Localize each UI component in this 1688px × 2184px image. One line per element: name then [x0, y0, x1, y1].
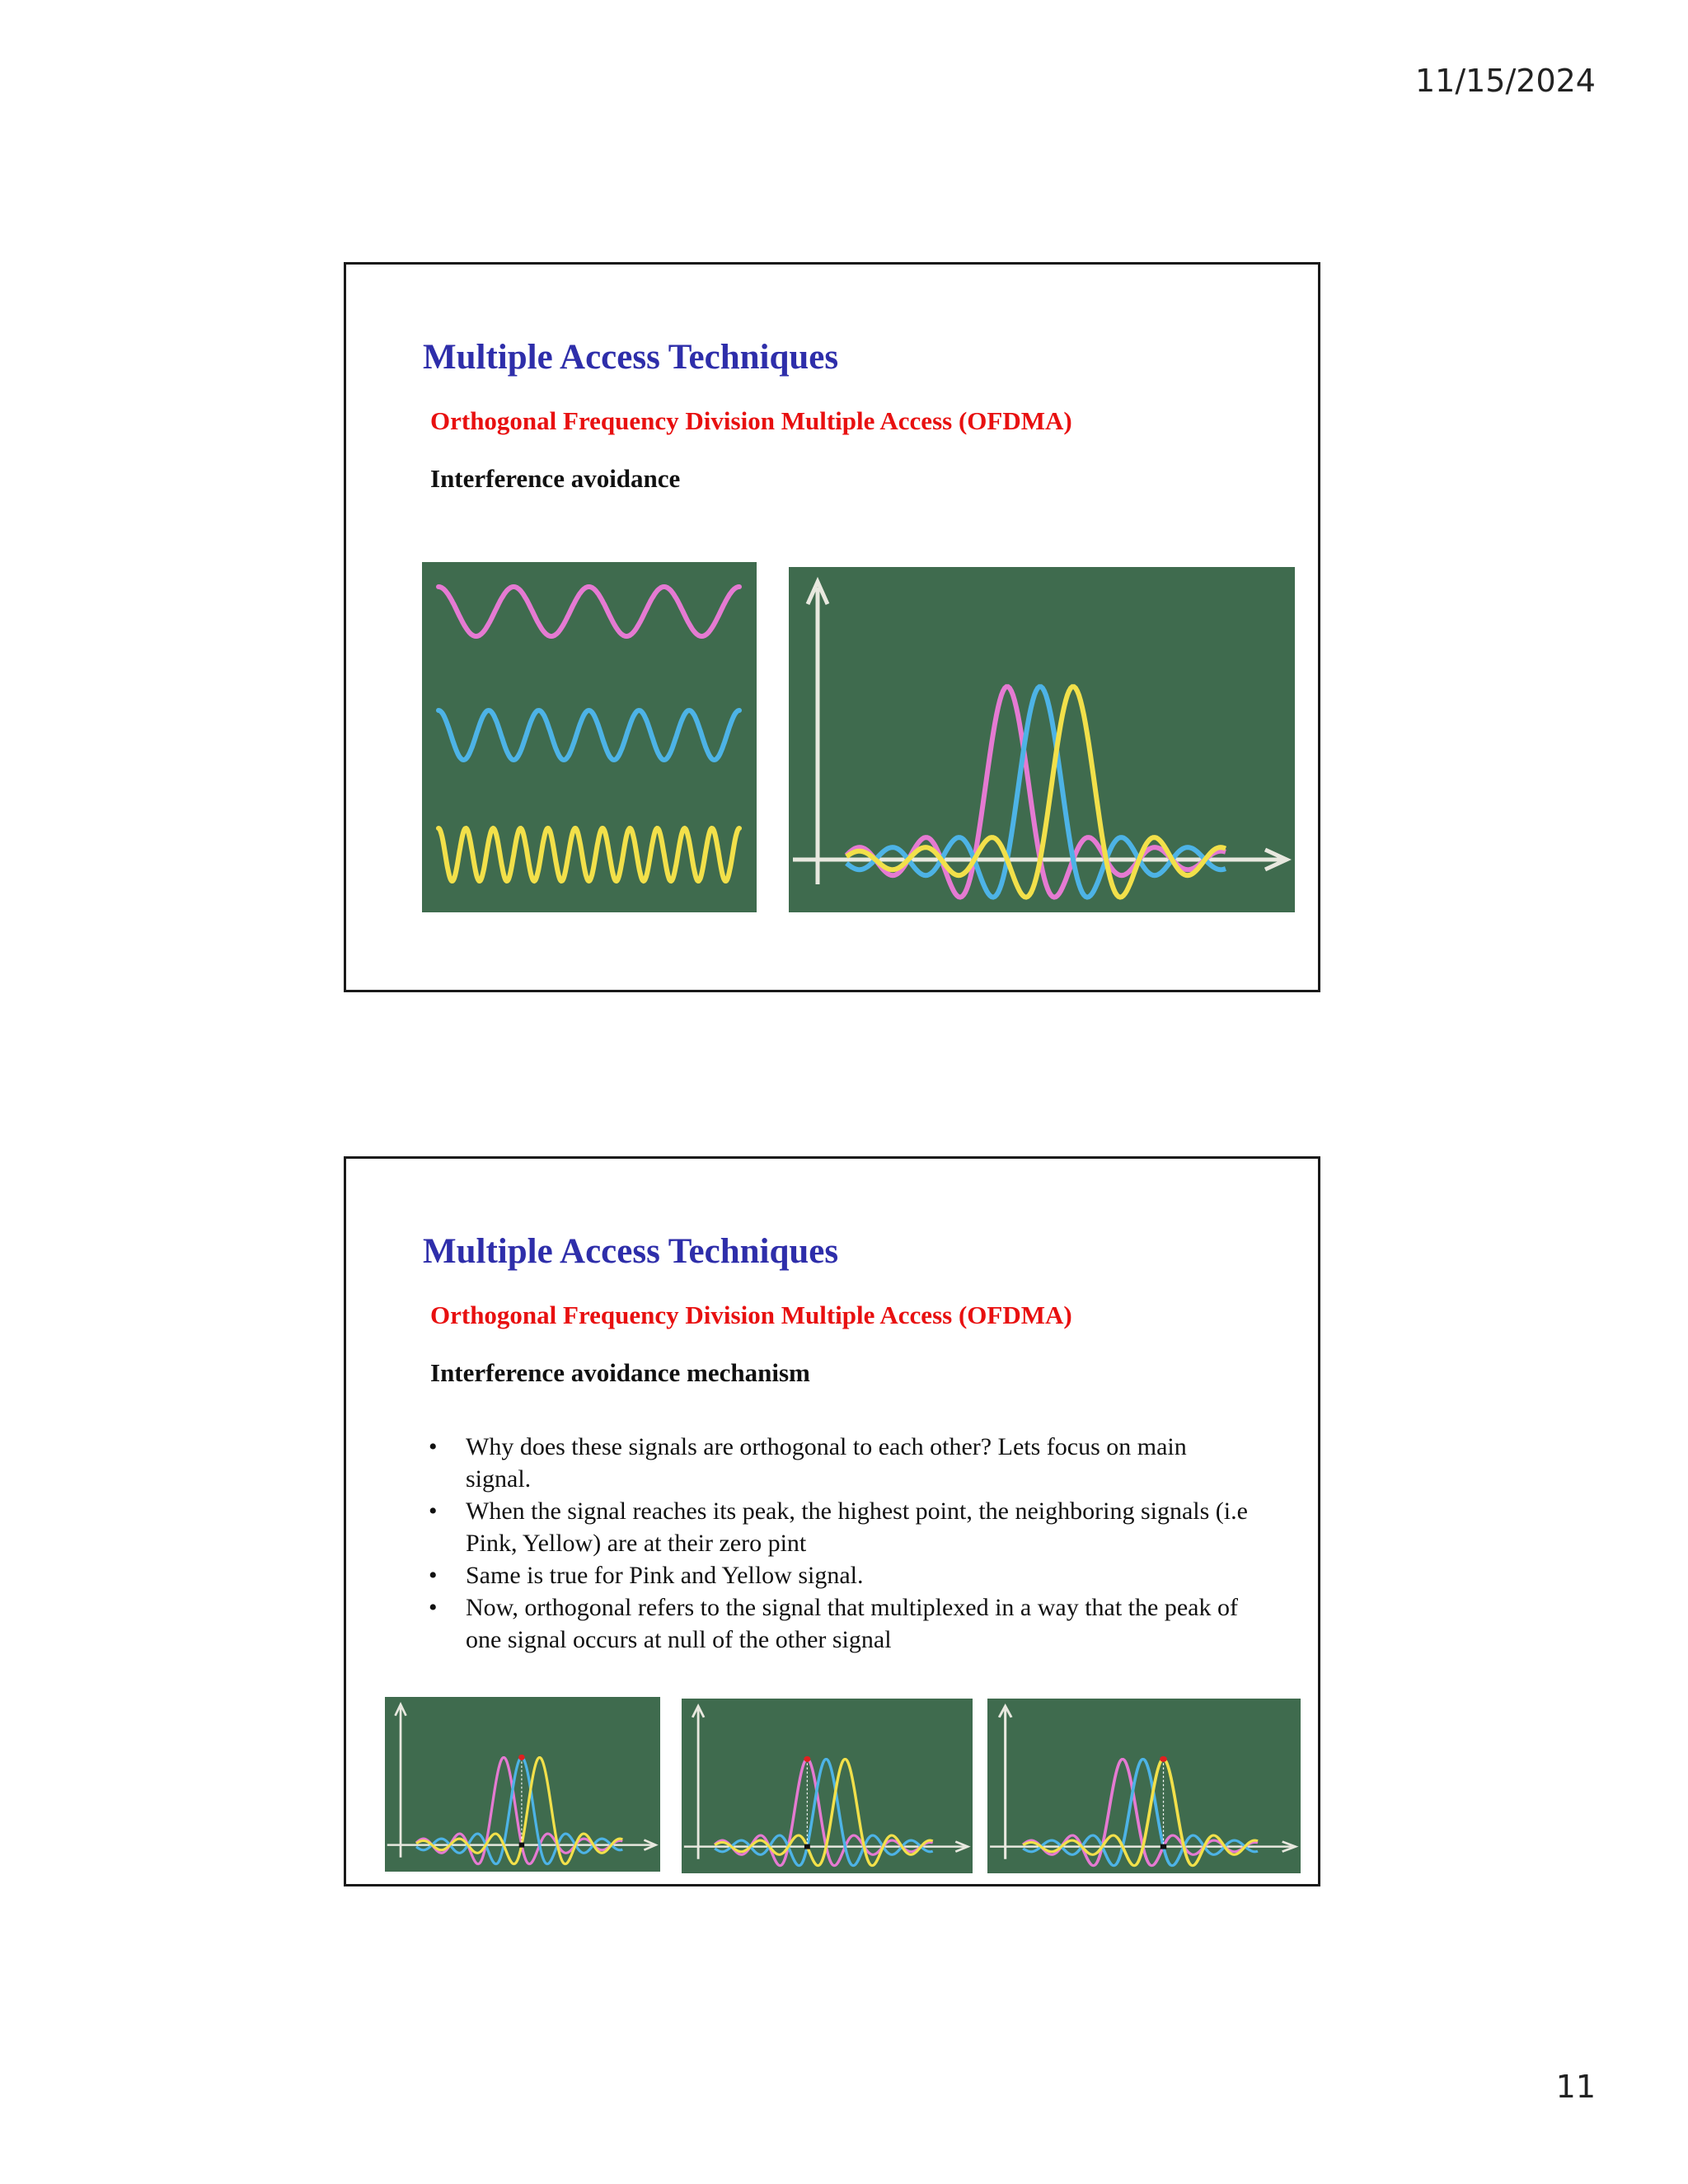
- page-date: 11/15/2024: [1414, 63, 1596, 99]
- sinc-peak-blue-image: [385, 1697, 660, 1872]
- null-marker: [804, 1844, 810, 1849]
- sinc-peak-pink-image: [682, 1699, 973, 1873]
- bullet-text: Now, orthogonal refers to the signal that multiplexed in a way that the peak of one signal occurs at null of the other signal: [466, 1594, 1238, 1653]
- bullet-text: When the signal reaches its peak, the highest point, the neighboring signals (i.e Pink, Yellow) are at their zero pint: [466, 1497, 1248, 1557]
- bullet-item: [429, 1591, 1253, 1656]
- pink-sine-wave: [438, 587, 739, 636]
- peak-marker-dot: [1160, 1756, 1167, 1762]
- peak-marker-dot: [804, 1756, 810, 1762]
- blue-sine-wave: [438, 710, 739, 760]
- bullet-dot: •: [429, 1497, 438, 1525]
- slide-subtitle: Orthogonal Frequency Division Multiple Access (OFDMA): [430, 406, 1072, 435]
- bullet-dot: •: [429, 1562, 438, 1589]
- slide-heading: Interference avoidance mechanism: [430, 1358, 810, 1387]
- bullet-item: [429, 1431, 1253, 1495]
- peak-marker-dot: [518, 1755, 525, 1760]
- slide-title: Multiple Access Techniques: [423, 1232, 839, 1271]
- slide-1: [344, 262, 1320, 992]
- slide-title: Multiple Access Techniques: [423, 338, 839, 377]
- bullet-dot: •: [429, 1594, 438, 1621]
- bullet-item: [429, 1495, 1253, 1559]
- bullet-item: [429, 1559, 1253, 1591]
- bullet-text: Why does these signals are orthogonal to each other? Lets focus on main signal.: [466, 1433, 1187, 1493]
- slide-2: [344, 1156, 1320, 1886]
- sinc-subcarriers-image: [789, 567, 1295, 912]
- yellow-sine-wave: [438, 828, 739, 881]
- sine-waves-image: [422, 562, 757, 912]
- bullet-dot: •: [429, 1433, 438, 1460]
- null-marker: [519, 1843, 525, 1848]
- bullet-list: [429, 1431, 1253, 1656]
- sinc-peak-yellow-image: [987, 1699, 1301, 1873]
- null-marker: [1160, 1844, 1166, 1849]
- slide-heading: Interference avoidance: [430, 464, 681, 493]
- slide-subtitle: Orthogonal Frequency Division Multiple Access (OFDMA): [430, 1301, 1072, 1329]
- bullet-text: Same is true for Pink and Yellow signal.: [466, 1562, 864, 1589]
- page-number: 11: [1555, 2069, 1596, 2105]
